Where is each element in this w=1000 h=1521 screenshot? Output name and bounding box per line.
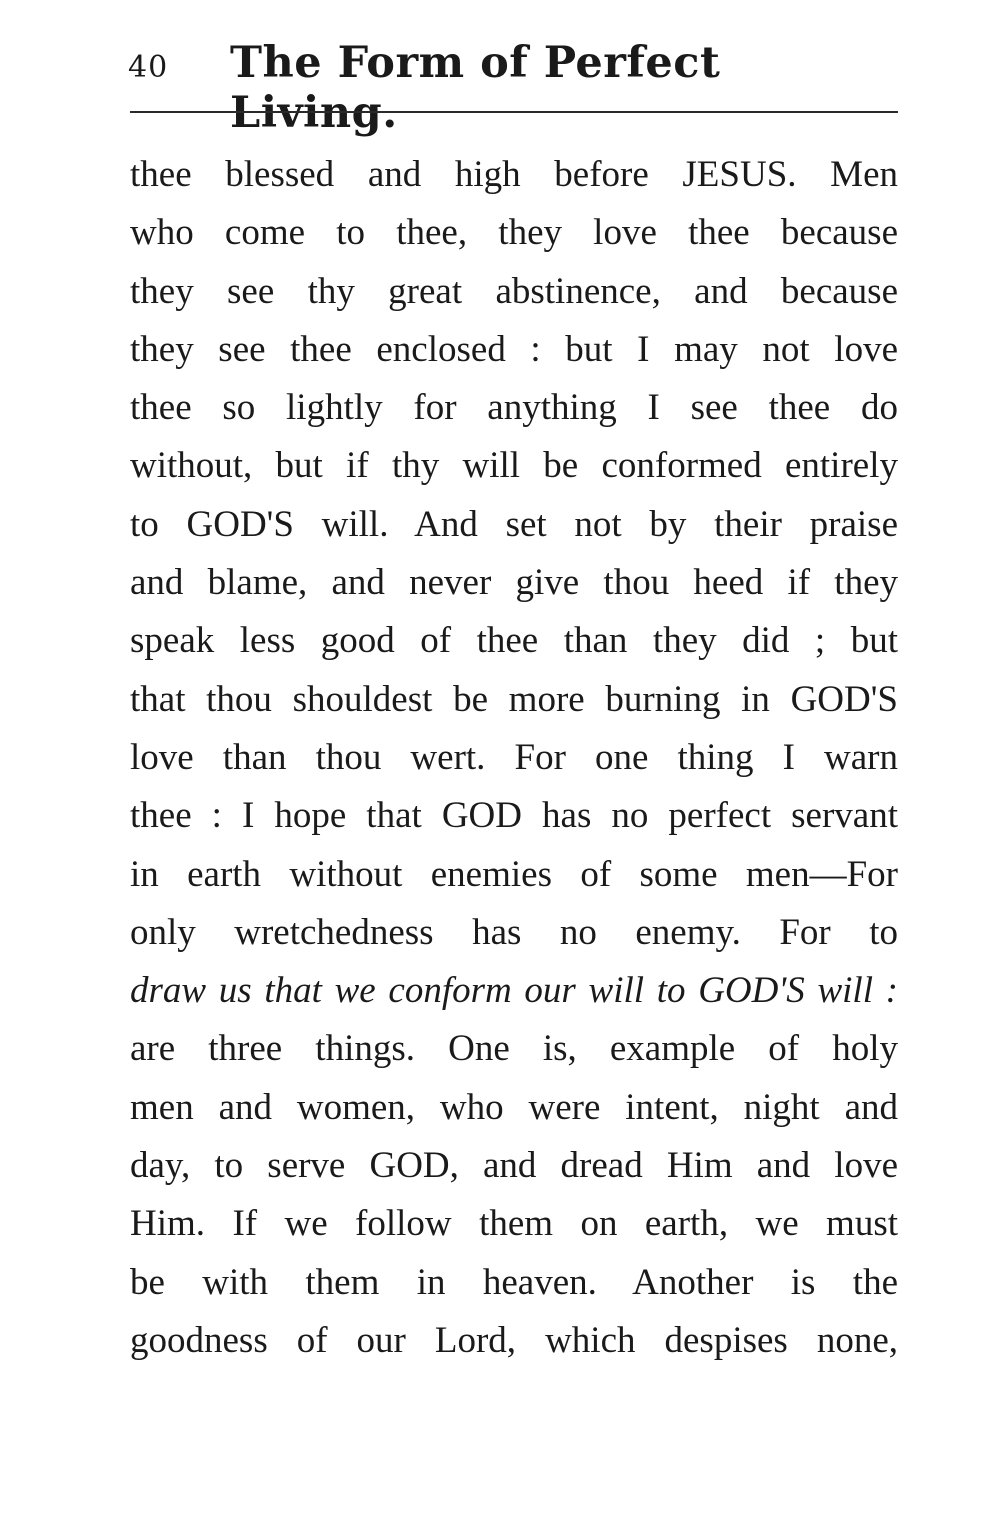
text-line: who come to thee, they love thee because bbox=[130, 212, 898, 254]
text-line: only wretchedness has no enemy. For to bbox=[130, 911, 898, 953]
running-head bbox=[128, 38, 900, 138]
page-number: 40 bbox=[128, 50, 169, 85]
text-line: are three things. One is, example of holy bbox=[130, 1028, 898, 1070]
text-line: day, to serve GOD, and dread Him and love bbox=[130, 1145, 898, 1187]
text-line: and blame, and never give thou heed if they bbox=[130, 562, 898, 604]
body-text bbox=[130, 146, 898, 1370]
text-line-italic: draw us that we conform our will to GOD'S will : bbox=[130, 970, 898, 1012]
text-line: that thou shouldest be more burning in GOD'S bbox=[130, 678, 898, 720]
text-line: to GOD'S will. And set not by their praise bbox=[130, 503, 898, 545]
header-rule bbox=[130, 111, 898, 113]
text-line: thee : I hope that GOD has no perfect servant bbox=[130, 795, 898, 837]
text-line: they see thee enclosed : but I may not love bbox=[130, 328, 898, 370]
text-line: speak less good of thee than they did ; but bbox=[130, 620, 898, 662]
text-line: men and women, who were intent, night and bbox=[130, 1086, 898, 1128]
book-title: The Form of Perfect Living. bbox=[230, 38, 721, 138]
text-line: without, but if thy will be conformed entirely bbox=[130, 445, 898, 487]
text-line: they see thy great abstinence, and because bbox=[130, 270, 898, 312]
text-line: love than thou wert. For one thing I warn bbox=[130, 736, 898, 778]
text-line: in earth without enemies of some men—For bbox=[130, 853, 898, 895]
text-line: thee so lightly for anything I see thee do bbox=[130, 387, 898, 429]
text-line: Him. If we follow them on earth, we must bbox=[130, 1203, 898, 1245]
text-line: goodness of our Lord, which despises none, bbox=[130, 1319, 898, 1361]
text-line: be with them in heaven. Another is the bbox=[130, 1261, 898, 1303]
text-line: thee blessed and high before JESUS. Men bbox=[130, 154, 898, 195]
